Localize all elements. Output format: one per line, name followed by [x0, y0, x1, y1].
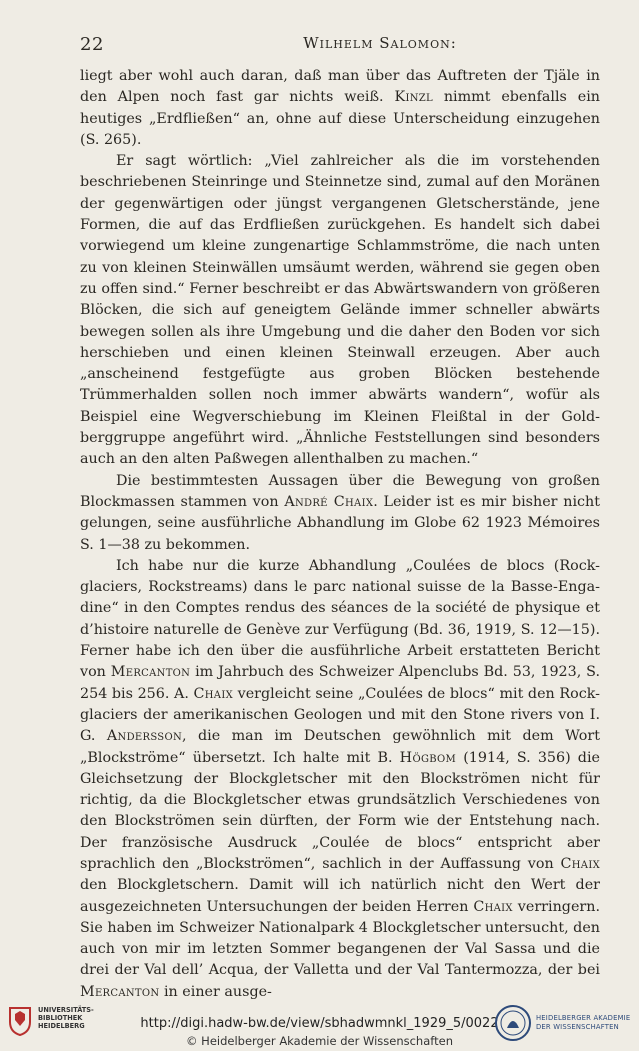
author-name: Mercanton [110, 664, 191, 681]
author-name: Kinzl [394, 89, 433, 106]
text-run: verringern. Sie haben im Schweizer Nationalpark 4 Blockgletscher untersucht, den auch von mir im letzten Sommer begangenen der Val Sassa und die drei der Val dell’ Acqua, der Valletta und der Val Tantermozza, der bei [80, 898, 600, 979]
university-line-3: HEIDELBERG [38, 1022, 85, 1030]
academy-name [536, 1014, 636, 1032]
body-paragraph [80, 471, 600, 556]
permalink-url[interactable]: http://digi.hadw-bw.de/view/sbhadwmnkl_1929_5/0022 [140, 1016, 499, 1031]
author-name: Chaix [193, 685, 233, 702]
text-run: Er sagt wörtlich: „Viel zahlreicher als die im vorstehenden beschriebenen Steinringe und Steinnetze sind, zumal auf den Moränen der gegenwärtigen oder jüngst vergangenen Gletscherstände, jene Formen, die auf das Erdfließen zurückgehen. Es handelt sich dabei vorwiegend um kleine zungenartige Schlammströme, die nach unten zu von kleinen Steinwällen umsäumt werden, während sie gegen oben zu offen sind.“ Ferner beschreibt er das Abwärtswandern von größeren Blöcken, die sich auf geneigtem Gelände immer schneller abwärts bewegen sollen als ihre Umgebung und die daher den Boden vor sich herschieben und einen kleinen Steinwall erzeugen. Aber auch „anscheinend festgefügte aus groben Blöcken bestehende Trümmerhalden sollen noch immer abwärts wandern“, wofür als Beispiel eine Wegverschiebung im Kleinen Fleißtal in der Goldberggruppe angeführt wird. „Ähnliche Feststellungen sind besonders auch an den alten Paßwegen allenthalben zu machen.“ [80, 153, 600, 468]
academy-line-2: DER WISSENSCHAFTEN [536, 1023, 619, 1031]
text-run: . Leider ist es mir bisher nicht gelungen, seine ausführliche Abhandlung im Globe 62 1923 Mémoires S. 1—38 zu bekommen. [80, 493, 601, 553]
running-head: Wilhelm Salomon: [303, 34, 457, 52]
author-name: Högbom [399, 749, 457, 766]
author-name: Mercanton [80, 983, 160, 1000]
text-run: , die man im Deutschen gewöhnlich mit dem Wort „Blockströme“ übersetzt. Ich halte mit B. [80, 728, 600, 766]
author-name: André Chaix [284, 493, 374, 510]
author-name: Chaix [560, 855, 600, 872]
text-run: in einer ausge- [159, 983, 272, 1000]
academy-logo[interactable] [494, 1004, 634, 1044]
text-run: nimmt ebenfalls ein heutiges „Erdfließen“ an, ohne auf diese Unterscheidung einzugehen (S. 265). [80, 89, 601, 148]
text-run: im Jahrbuch des Schweizer Alpenclubs Bd. 53, 1923, S. 254 bis 256. A. [80, 664, 601, 702]
text-run: Die bestimmtesten Aussagen über die Bewegung von großen Blockmassen stammen von [80, 472, 600, 510]
author-name: Andersson [106, 728, 183, 745]
page-number: 22 [80, 34, 104, 55]
text-run: Ich habe nur die kurze Abhandlung „Coulées de blocs (Rock-glaciers, Rockstreams) dans le parc national suisse de la Basse-Engadine“ in den Comptes rendus des séances de la société de physique et d’histoire naturelle de Genève zur Verfügung (Bd. 36, 1919, S. 12—15). Ferner habe ich den über die ausführliche Arbeit erstatteten Bericht von [80, 557, 600, 681]
text-run: vergleicht seine „Coulées de blocs“ mit den Rock-glaciers der amerikanischen Geologen und mit den Stone rivers von I. G. [80, 685, 600, 745]
body-text [80, 66, 600, 1003]
copyright-notice: © Heidelberger Akademie der Wissenschaften [186, 1034, 453, 1048]
academy-line-1: HEIDELBERGER AKADEMIE [536, 1014, 631, 1022]
page-footer [0, 994, 639, 1051]
author-name: Chaix [473, 898, 513, 915]
university-line-1: UNIVERSITÄTS- [38, 1006, 94, 1014]
academy-seal-icon [494, 1004, 532, 1042]
body-paragraph [80, 556, 600, 1003]
text-run: den Blockgletschern. Damit will ich natürlich nicht den Wert der ausgezeichneten Untersuchungen der beiden Herren [80, 877, 600, 915]
body-paragraph [80, 151, 600, 470]
body-paragraph [80, 66, 600, 151]
university-line-2: BIBLIOTHEK [38, 1014, 83, 1022]
text-run: (1914, S. 356) die Gleichsetzung der Blockgletscher mit den Blockströmen nicht für richtig, da die Blockgletscher etwas grundsätzlich Verschiedenes von den Blockströmen sein dürften, der Form wie der Entstehung nach. Der französische Ausdruck „Coulée de blocs“ entspricht aber sprachlich den „Blockströmen“, sachlich in der Auffassung von [80, 749, 600, 872]
text-run: liegt aber wohl auch daran, daß man über das Auftreten der Tjäle in den Alpen noch fast gar nichts weiß. [80, 68, 600, 106]
page-header [80, 34, 600, 56]
